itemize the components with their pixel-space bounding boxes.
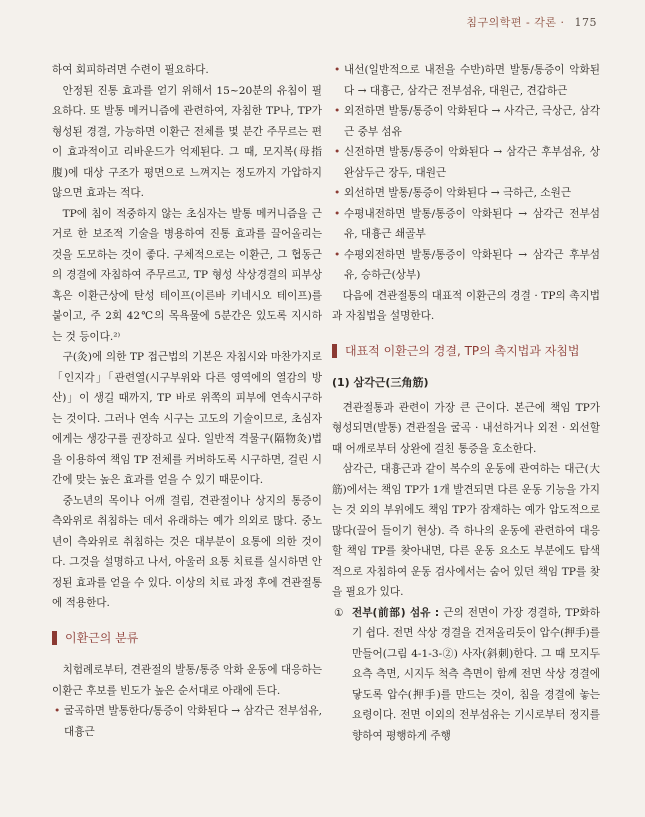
list-item: • 수평외전하면 발통/통증이 악화된다 → 삼각근 후부섬유, 승하근(상부): [332, 245, 600, 286]
paragraph: TP에 침이 적중하지 않는 초심자는 발통 메커니즘을 근거로 한 보조적 기술을 병용하여 진통 효과를 끌어올리는 것을 도모하는 것이 좋다. 구체적으로는 이환근, 그 협동근의 경결에 자침하여 주무르고, TP 형성 삭상경결의 피부상 혹은 이환근상에 탄성 테이프(이른바 키네시오 테이프)를 붙이고, 주 2회 42℃의 목욕물에 5분간은 있도록 지시하는 것 등이다.²⁾: [52, 207, 322, 343]
paragraph: 구(灸)에 의한 TP 접근법의 기본은 자침시와 마찬가지로 「인지각」「관련열(시구부위와 다른 영역에의 열감의 방산)」이 생길 때까지, TP 바로 위쪽의 피부에 연속시구하는 것이다. 그러나 연속 시구는 고도의 기술이므로, 초심자에게는 생강구를 권장하고 싶다. 일반적 격물구(隔物灸)법을 이용하여 책임 TP 전체를 커버하도록 시구하면, 걸린 시간에 맞는 높은 효과를 얻을 수 있기 때문이다.: [52, 351, 322, 486]
list-item: • 굴곡하면 발통한다/통증이 악화된다 → 삼각근 전부섬유, 대흉근: [52, 701, 322, 742]
page-number: 175: [574, 16, 597, 29]
item-text: 근의 전면이 가장 경결하, TP화하기 쉽다. 전면 삭상 경결을 건져올리듯이 압수(押手)를 만들어(그림 4-1-3-②) 사자(斜刺)한다. 그 때 모지두 요측 측면, 시지두 척측 측면이 함께 전면 삭상 경결에 닿도록 압수(押手)를 만드는 것이, 침을 경결에 놓는 요령이다. 전면 이외의 전부섬유는 기시로부터 정지를 향하여 평행하게 주행: [352, 606, 600, 742]
item-number: ①: [334, 606, 344, 619]
section-title: 대표적 이환근의 경결, TP의 촉지법과 자침법: [345, 343, 580, 358]
paragraph: 다음에 견관절통의 대표적 이환근의 경결 · TP의 촉지법과 자침법을 설명한다.: [332, 289, 600, 322]
list-item: • 외선하면 발통/통증이 악화된다 → 극하근, 소원근: [332, 183, 600, 204]
paragraph: 안정된 진통 효과를 얻기 위해서 15~20분의 유침이 필요하다. 또 발통 메커니즘에 관련하여, 자침한 TP나, TP가 형성된 경결, 가능하면 이환근 전체를 몇 분간 주무르는 편이 효과적이고 리바운드가 억제된다. 그 때, 모지복(母指腹)에 대상 구조가 평면으로 느껴지는 정도까지 가압하지 않으면 효과는 적다.: [52, 84, 322, 199]
section-marker: [52, 631, 57, 645]
list-item: • 내선(일반적으로 내전을 수반)하면 발통/통증이 악화된다 → 대흉근, 삼각근 전부섬유, 대원근, 견갑하근: [332, 60, 600, 101]
paragraph: 치험례로부터, 견관절의 발통/통증 악화 운동에 대응하는 이환근 후보를 빈도가 높은 순서대로 아래에 든다.: [52, 664, 322, 697]
paragraph: 견관절통과 관련이 가장 큰 근이다. 본근에 책임 TP가 형성되면(발통) 견관절을 굴곡 · 내선하거나 외전 · 외선할 때 어깨로부터 상완에 걸친 통증을 호소한다.: [332, 401, 600, 455]
list-item: • 수평내전하면 발통/통증이 악화된다 → 삼각근 전부섬유, 대흉근 쇄골부: [332, 204, 600, 245]
bullet-list: [52, 701, 322, 742]
header-title: 침구의학편 - 각론 ·: [466, 16, 565, 29]
numbered-item: [332, 603, 600, 747]
bullet-list: [332, 60, 600, 286]
section-marker: [332, 344, 337, 358]
section-heading: [52, 628, 322, 649]
list-item: • 외전하면 발통/통증이 악화된다 → 사각근, 극상근, 삼각근 중부 섬유: [332, 101, 600, 142]
paragraph: 중노년의 목이나 어깨 결림, 견관절이나 상지의 통증이 측와위로 취침하는 데서 유래하는 예가 의외로 많다. 중노년이 측와위로 취침하는 것은 대부분이 요통에 의한 것이다. 그것을 설명하고 나서, 아울러 요통 치료를 실시하면 안정된 효과를 얻을 수 있다. 이상의 치료 과정 후에 견관절통에 적용한다.: [52, 494, 322, 609]
section-heading: [332, 341, 600, 362]
subsection-title: (1) 삼각근(三角筋): [332, 376, 429, 389]
list-item: • 신전하면 발통/통증이 악화된다 → 삼각근 후부섬유, 상완삼두근 장두, 대원근: [332, 142, 600, 183]
paragraph: 하여 회피하려면 수련이 필요하다.: [52, 64, 209, 76]
right-column: [332, 60, 600, 746]
section-title: 이환근의 분류: [65, 630, 139, 645]
running-header: [466, 14, 597, 30]
left-column: [52, 60, 322, 742]
paragraph: 삼각근, 대흉근과 같이 복수의 운동에 관여하는 대근(大筋)에서는 책임 TP가 1개 발견되면 다른 운동 기능을 가지는 것 외의 부위에도 책임 TP가 잠재하는 예가 압도적으로 많다(끌어 들이기 현상). 즉 하나의 운동에 관련하여 대응할 책임 TP를 찾아내면, 다른 운동 요소도 부분에도 탐색적으로 자침하여 운동 검사에서는 숨어 있던 책임 TP를 찾을 필요가 있다.: [332, 463, 600, 598]
item-title: 전부(前部) 섬유 :: [352, 606, 440, 619]
